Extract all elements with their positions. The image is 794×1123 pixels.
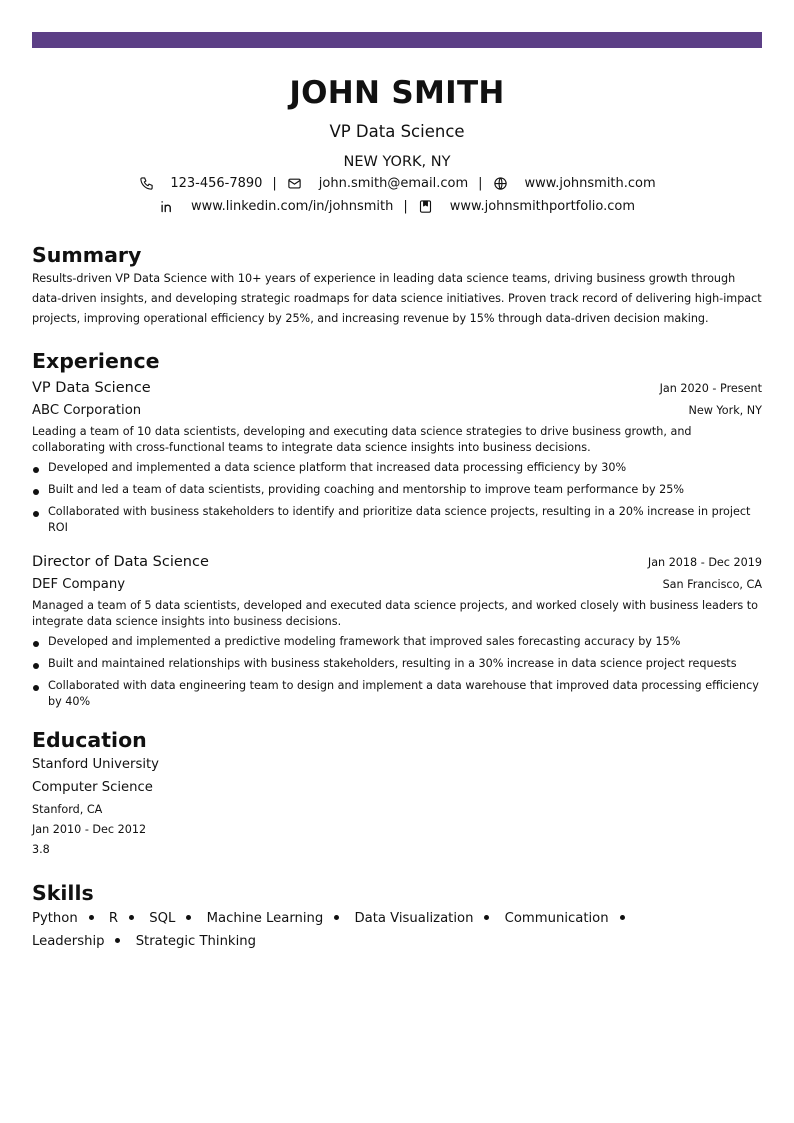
- bullet-icon: [129, 915, 134, 920]
- candidate-name: JOHN SMITH: [289, 75, 505, 111]
- achievement-item: [32, 482, 762, 498]
- skill-label: Strategic Thinking: [135, 934, 256, 949]
- portfolio-icon: [418, 199, 434, 215]
- bullet-icon: [89, 915, 94, 920]
- skill-label: Communication: [504, 911, 609, 926]
- job-dates: Jan 2020 - Present: [659, 382, 762, 395]
- skill-item: [207, 911, 351, 926]
- achievement-text: Collaborated with business stakeholders to identify and prioritize data science projects, resulting in a 20% increase in project ROI: [48, 505, 751, 534]
- job-role: Director of Data Science: [32, 554, 209, 570]
- job-role: VP Data Science: [32, 380, 151, 396]
- linkedin-icon: [159, 199, 175, 215]
- candidate-title: VP Data Science: [329, 122, 465, 141]
- skill-item: [136, 934, 256, 949]
- bullet-icon: [484, 915, 489, 920]
- skill-item: [32, 911, 105, 926]
- phone-text: 123-456-7890: [170, 176, 263, 191]
- bullet-icon: [33, 685, 39, 691]
- education-school: Stanford University: [32, 757, 159, 772]
- achievement-item: [32, 678, 762, 710]
- contact-separator: |: [403, 199, 408, 214]
- contact-separator: |: [272, 176, 277, 191]
- education-dates: Jan 2010 - Dec 2012: [32, 823, 147, 836]
- website-link[interactable]: www.johnsmith.com: [524, 176, 656, 191]
- candidate-location: NEW YORK, NY: [343, 154, 451, 170]
- bullet-icon: [334, 915, 339, 920]
- skill-item: [109, 911, 145, 926]
- job-entry: [32, 552, 762, 710]
- achievement-text: Developed and implemented a predictive modeling framework that improved sales forecasting accuracy by 15%: [48, 635, 681, 648]
- skill-item: [505, 911, 636, 926]
- achievement-item: [32, 634, 762, 650]
- job-achievements: [32, 634, 762, 710]
- bullet-icon: [186, 915, 191, 920]
- accent-bar: [32, 32, 762, 48]
- job-location: San Francisco, CA: [662, 578, 762, 591]
- bullet-icon: [620, 915, 625, 920]
- achievement-text: Collaborated with data engineering team to design and implement a data warehouse that improved data processing efficiency by 40%: [48, 679, 759, 708]
- email-link[interactable]: john.smith@email.com: [318, 176, 469, 191]
- job-description: Leading a team of 10 data scientists, developing and executing data science strategies to drive business growth, and collaborating with cross-functional teams to integrate data science insights into business decisions.: [32, 425, 692, 454]
- skill-label: SQL: [149, 911, 176, 926]
- achievement-text: Built and maintained relationships with business stakeholders, resulting in a 30% increase in data science project requests: [48, 657, 737, 670]
- skill-label: Leadership: [32, 934, 105, 949]
- portfolio-link[interactable]: www.johnsmithportfolio.com: [449, 199, 636, 214]
- globe-icon: [493, 176, 509, 192]
- experience-heading: Experience: [32, 349, 160, 373]
- achievement-text: Developed and implemented a data science platform that increased data processing efficiency by 30%: [48, 461, 627, 474]
- skill-label: R: [108, 911, 119, 926]
- skill-item: [32, 934, 131, 949]
- bullet-icon: [115, 938, 120, 943]
- job-dates: Jan 2018 - Dec 2019: [647, 556, 762, 569]
- phone-icon: [138, 176, 154, 192]
- job-entry: [32, 378, 762, 536]
- education-degree: Computer Science: [32, 780, 153, 795]
- bullet-icon: [33, 663, 39, 669]
- achievement-item: [32, 460, 762, 476]
- job-description: Managed a team of 5 data scientists, developed and executed data science projects, and worked closely with business leaders to integrate data science insights into business decisions.: [32, 599, 759, 628]
- education-heading: Education: [32, 728, 147, 752]
- achievement-item: [32, 656, 762, 672]
- skill-item: [354, 911, 500, 926]
- skill-label: Data Visualization: [354, 911, 474, 926]
- job-company: DEF Company: [32, 577, 126, 592]
- resume-page: [32, 32, 762, 953]
- contact-line-primary: [32, 175, 762, 192]
- linkedin-link[interactable]: www.linkedin.com/in/johnsmith: [190, 199, 394, 214]
- summary-heading: Summary: [32, 243, 142, 267]
- job-company: ABC Corporation: [32, 403, 142, 418]
- skill-label: Python: [32, 911, 78, 926]
- job-achievements: [32, 460, 762, 536]
- bullet-icon: [33, 467, 39, 473]
- summary-text: Results-driven VP Data Science with 10+ years of experience in leading data science teams, driving business growth through data-driven insights, and developing strategic roadmaps for data science initiatives. Proven track record of delivering high-impact projects, improving operational efficiency by 25%, and increasing revenue by 15% through data-driven decision making.: [32, 272, 762, 325]
- achievement-item: [32, 504, 762, 536]
- bullet-icon: [33, 489, 39, 495]
- skills-heading: Skills: [32, 881, 94, 905]
- achievement-text: Built and led a team of data scientists, providing coaching and mentorship to improve team performance by 25%: [48, 483, 684, 496]
- skill-label: Machine Learning: [206, 911, 324, 926]
- job-location: New York, NY: [688, 404, 762, 417]
- bullet-icon: [33, 511, 39, 517]
- contact-separator: |: [478, 176, 483, 191]
- mail-icon: [287, 176, 303, 192]
- contact-line-secondary: [32, 198, 762, 215]
- education-location: Stanford, CA: [32, 803, 103, 816]
- skills-list: [32, 907, 712, 953]
- skill-item: [149, 911, 202, 926]
- bullet-icon: [33, 641, 39, 647]
- education-gpa: 3.8: [32, 843, 50, 856]
